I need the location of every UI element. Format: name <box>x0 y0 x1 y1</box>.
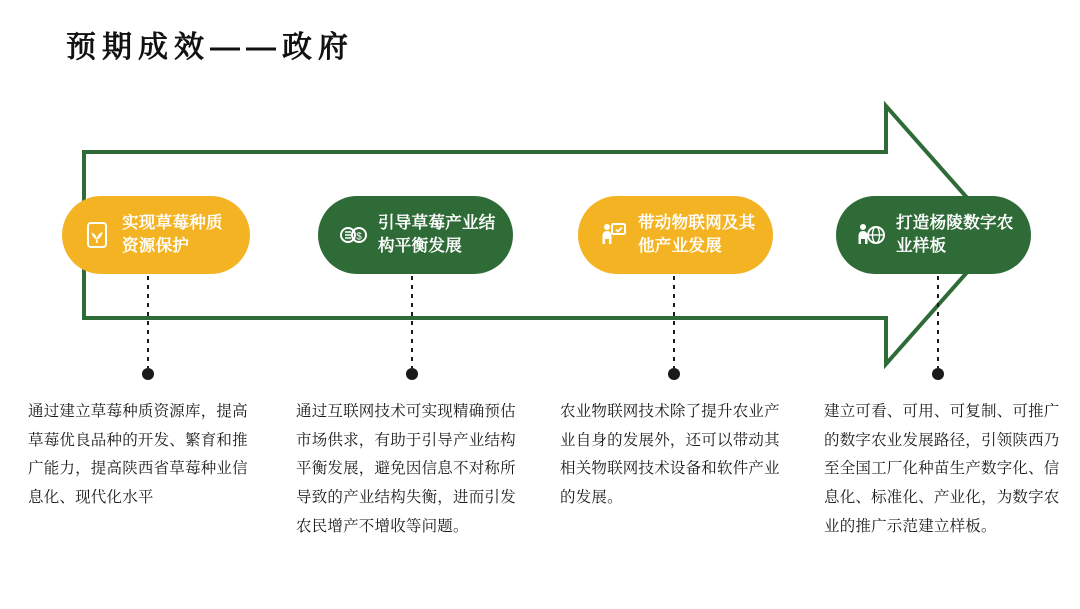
step-pill-label: 实现草莓种质资源保护 <box>122 214 223 255</box>
step-note-1: 通过建立草莓种质资源库，提高草莓优良品种的开发、繁育和推广能力，提高陕西省草莓种业信息化、现代化水平 <box>28 403 248 507</box>
connector-dots <box>142 368 944 380</box>
step-pill-label: 打造杨陵数字农业样板 <box>896 214 1014 255</box>
step-pill-3[interactable] <box>578 196 773 274</box>
person-globe-icon <box>854 218 888 252</box>
step-pill-2[interactable] <box>318 196 513 274</box>
svg-text:$: $ <box>356 231 362 243</box>
step-note-2: 通过互联网技术可实现精确预估市场供求，有助于引导产业结构平衡发展，避免因信息不对称所导致的产业结构失衡，进而引发农民增产不增收等问题。 <box>296 403 516 535</box>
person-presentation-icon <box>596 218 630 252</box>
coins-money-icon <box>336 218 370 252</box>
page-title: 预期成效——政府 <box>66 31 354 64</box>
step-pill-4[interactable] <box>836 196 1031 274</box>
connector-lines <box>148 276 938 368</box>
step-note-4: 建立可看、可用、可复制、可推广的数字农业发展路径，引领陕西乃至全国工厂化种苗生产数字化、信息化、标准化、产业化，为数字农业的推广示范建立样板。 <box>824 403 1060 535</box>
step-pill-label: 带动物联网及其他产业发展 <box>638 214 756 255</box>
step-pill-1[interactable] <box>62 196 250 274</box>
step-note-3: 农业物联网技术除了提升农业产业自身的发展外，还可以带动其相关物联网技术设备和软件产业的发展。 <box>560 403 780 507</box>
seedling-card-icon <box>80 218 114 252</box>
step-pill-label: 引导草莓产业结构平衡发展 <box>378 214 496 255</box>
